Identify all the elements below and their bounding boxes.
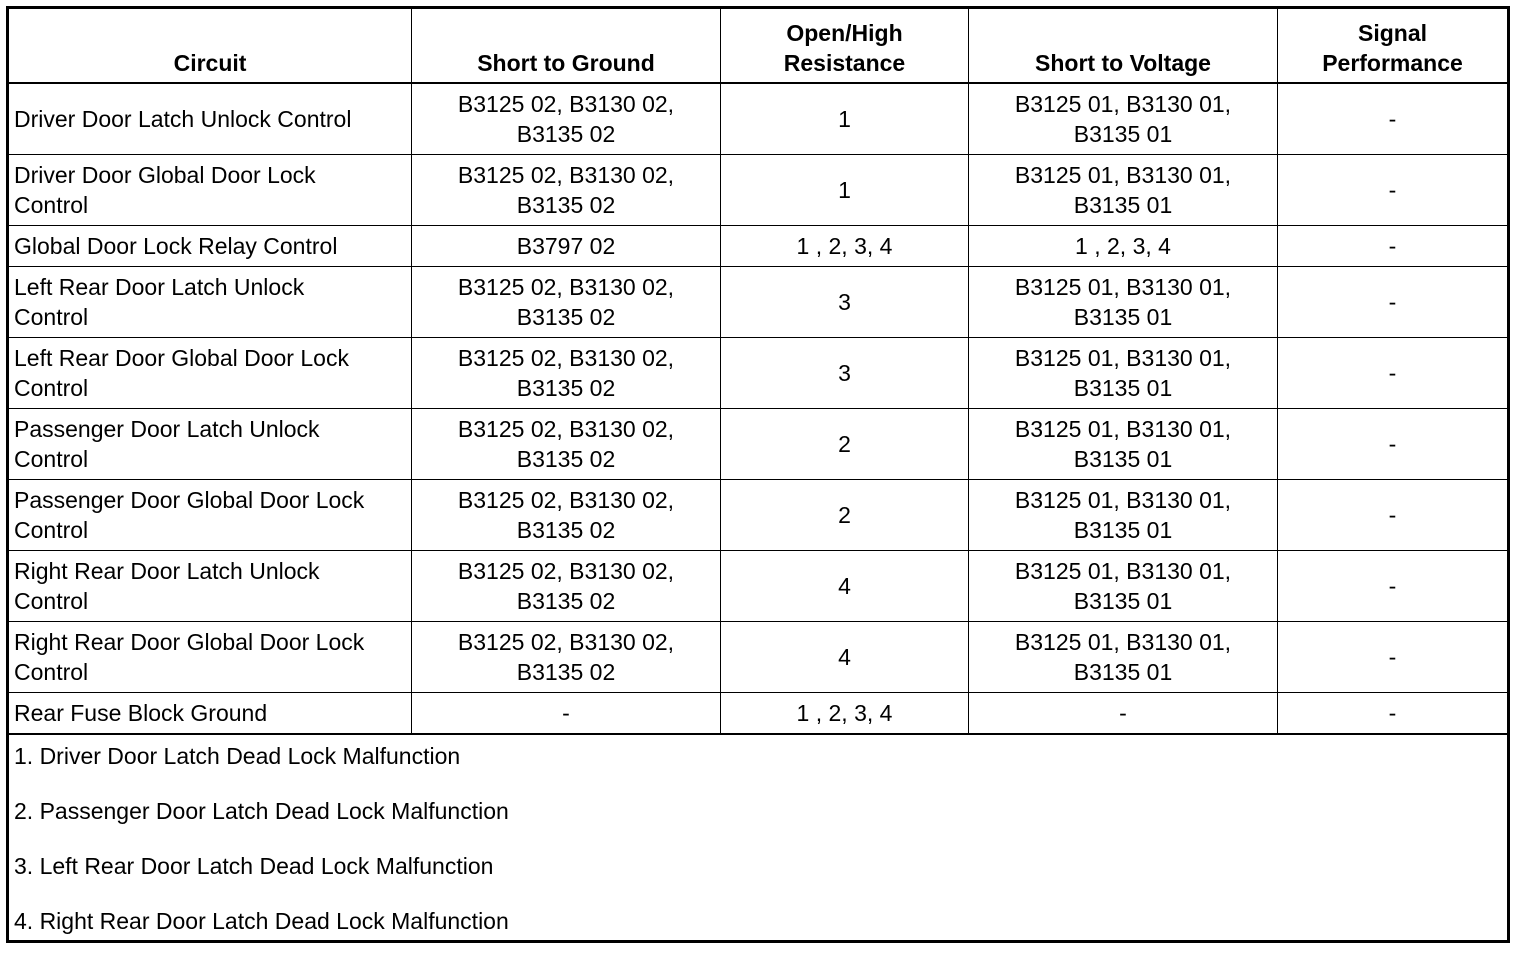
- cell-line: B3125 01, B3130 01,: [1014, 345, 1232, 371]
- cell-line: Left Rear Door Latch Unlock: [14, 274, 305, 300]
- cell-line: B3125 02, B3130 02,: [457, 629, 675, 655]
- cell-circuit: [8, 409, 412, 480]
- header-open-high-resistance: [721, 8, 969, 84]
- cell-line: 1 , 2, 3, 4: [1075, 233, 1171, 259]
- cell-short-to-voltage: [969, 693, 1278, 735]
- cell-line: Control: [14, 375, 89, 401]
- cell-signal-performance: -: [1278, 226, 1509, 267]
- header-line: Circuit: [173, 50, 247, 76]
- header-line: Short to Ground: [477, 50, 655, 76]
- cell-line: Passenger Door Latch Unlock: [14, 416, 320, 442]
- cell-line: B3135 01: [1073, 446, 1173, 472]
- table-row: [8, 480, 1509, 551]
- header-line: Signal: [1357, 20, 1427, 46]
- cell-open-high-resistance: 2: [721, 409, 969, 480]
- note-item: 4. Right Rear Door Latch Dead Lock Malfunction: [14, 908, 509, 934]
- cell-short-to-voltage: [969, 155, 1278, 226]
- cell-open-high-resistance: 3: [721, 338, 969, 409]
- cell-line: Driver Door Latch Unlock Control: [14, 106, 352, 132]
- cell-signal-performance: -: [1278, 267, 1509, 338]
- cell-open-high-resistance: 3: [721, 267, 969, 338]
- cell-short-to-ground: [412, 693, 721, 735]
- note-item: 3. Left Rear Door Latch Dead Lock Malfunction: [14, 853, 494, 879]
- cell-circuit: [8, 551, 412, 622]
- cell-short-to-ground: [412, 622, 721, 693]
- cell-line: B3135 02: [516, 192, 616, 218]
- cell-line: Control: [14, 588, 89, 614]
- table-row: [8, 267, 1509, 338]
- cell-line: Control: [14, 304, 89, 330]
- cell-line: -: [1119, 700, 1127, 726]
- table-row: [8, 622, 1509, 693]
- cell-circuit: [8, 155, 412, 226]
- cell-short-to-voltage: [969, 551, 1278, 622]
- cell-line: Left Rear Door Global Door Lock: [14, 345, 349, 371]
- notes-cell: [8, 734, 1509, 942]
- cell-line: B3125 02, B3130 02,: [457, 345, 675, 371]
- cell-line: B3135 01: [1073, 659, 1173, 685]
- header-short-to-ground: [412, 8, 721, 84]
- cell-line: B3135 01: [1073, 375, 1173, 401]
- cell-signal-performance: -: [1278, 480, 1509, 551]
- cell-short-to-ground: [412, 338, 721, 409]
- cell-open-high-resistance: 1 , 2, 3, 4: [721, 226, 969, 267]
- cell-line: B3797 02: [516, 233, 616, 259]
- cell-line: Passenger Door Global Door Lock: [14, 487, 365, 513]
- cell-signal-performance: -: [1278, 83, 1509, 155]
- cell-line: B3125 01, B3130 01,: [1014, 274, 1232, 300]
- header-row: [8, 8, 1509, 84]
- cell-circuit: [8, 338, 412, 409]
- cell-open-high-resistance: 1 , 2, 3, 4: [721, 693, 969, 735]
- table-row: [8, 693, 1509, 735]
- cell-line: B3125 01, B3130 01,: [1014, 416, 1232, 442]
- cell-line: B3135 02: [516, 659, 616, 685]
- table-row: [8, 155, 1509, 226]
- cell-line: B3125 02, B3130 02,: [457, 487, 675, 513]
- cell-line: B3135 02: [516, 446, 616, 472]
- cell-line: B3135 01: [1073, 121, 1173, 147]
- cell-line: B3135 02: [516, 121, 616, 147]
- table-row: [8, 409, 1509, 480]
- cell-line: B3135 01: [1073, 588, 1173, 614]
- cell-short-to-voltage: [969, 622, 1278, 693]
- cell-line: B3135 02: [516, 375, 616, 401]
- cell-short-to-ground: [412, 226, 721, 267]
- cell-circuit: [8, 267, 412, 338]
- cell-line: B3135 02: [516, 588, 616, 614]
- cell-short-to-voltage: [969, 409, 1278, 480]
- cell-line: B3125 02, B3130 02,: [457, 558, 675, 584]
- cell-line: B3125 02, B3130 02,: [457, 91, 675, 117]
- cell-line: B3125 01, B3130 01,: [1014, 162, 1232, 188]
- header-line: Open/High: [786, 20, 903, 46]
- table-header: [8, 8, 1509, 84]
- cell-short-to-ground: [412, 409, 721, 480]
- header-signal-performance: [1278, 8, 1509, 84]
- cell-line: B3125 01, B3130 01,: [1014, 558, 1232, 584]
- cell-line: B3135 02: [516, 517, 616, 543]
- cell-line: Rear Fuse Block Ground: [14, 700, 268, 726]
- cell-circuit: [8, 622, 412, 693]
- cell-line: B3135 02: [516, 304, 616, 330]
- cell-circuit: [8, 83, 412, 155]
- cell-open-high-resistance: 2: [721, 480, 969, 551]
- table-row: [8, 338, 1509, 409]
- cell-short-to-ground: [412, 267, 721, 338]
- cell-line: Global Door Lock Relay Control: [14, 233, 338, 259]
- cell-circuit: [8, 480, 412, 551]
- cell-signal-performance: -: [1278, 551, 1509, 622]
- cell-open-high-resistance: 4: [721, 551, 969, 622]
- cell-circuit: [8, 226, 412, 267]
- cell-short-to-ground: [412, 83, 721, 155]
- cell-signal-performance: -: [1278, 693, 1509, 735]
- cell-open-high-resistance: 1: [721, 83, 969, 155]
- cell-line: B3135 01: [1073, 192, 1173, 218]
- table-row: [8, 83, 1509, 155]
- cell-line: -: [562, 700, 570, 726]
- notes-section: [8, 734, 1509, 942]
- cell-line: B3125 02, B3130 02,: [457, 162, 675, 188]
- cell-line: B3135 01: [1073, 304, 1173, 330]
- cell-short-to-voltage: [969, 83, 1278, 155]
- cell-line: B3125 01, B3130 01,: [1014, 91, 1232, 117]
- cell-line: Control: [14, 659, 89, 685]
- cell-line: B3125 01, B3130 01,: [1014, 487, 1232, 513]
- header-line: Performance: [1322, 50, 1463, 76]
- cell-open-high-resistance: 1: [721, 155, 969, 226]
- cell-line: Right Rear Door Global Door Lock: [14, 629, 365, 655]
- table-row: [8, 226, 1509, 267]
- header-circuit: [8, 8, 412, 84]
- notes-row: [8, 734, 1509, 942]
- cell-line: B3125 01, B3130 01,: [1014, 629, 1232, 655]
- cell-signal-performance: -: [1278, 409, 1509, 480]
- header-line: Resistance: [783, 50, 906, 76]
- note-item: 1. Driver Door Latch Dead Lock Malfunction: [14, 743, 461, 769]
- cell-line: B3125 02, B3130 02,: [457, 274, 675, 300]
- cell-line: Control: [14, 446, 89, 472]
- cell-short-to-ground: [412, 480, 721, 551]
- cell-line: Control: [14, 192, 89, 218]
- cell-line: Driver Door Global Door Lock: [14, 162, 316, 188]
- cell-short-to-voltage: [969, 267, 1278, 338]
- cell-short-to-voltage: [969, 480, 1278, 551]
- cell-signal-performance: -: [1278, 622, 1509, 693]
- cell-signal-performance: -: [1278, 338, 1509, 409]
- cell-circuit: [8, 693, 412, 735]
- cell-open-high-resistance: 4: [721, 622, 969, 693]
- cell-line: B3135 01: [1073, 517, 1173, 543]
- cell-short-to-ground: [412, 155, 721, 226]
- table-row: [8, 551, 1509, 622]
- header-short-to-voltage: [969, 8, 1278, 84]
- cell-line: Control: [14, 517, 89, 543]
- diagnostic-table: [6, 6, 1510, 943]
- cell-short-to-voltage: [969, 226, 1278, 267]
- cell-line: Right Rear Door Latch Unlock: [14, 558, 320, 584]
- cell-short-to-voltage: [969, 338, 1278, 409]
- cell-short-to-ground: [412, 551, 721, 622]
- cell-signal-performance: -: [1278, 155, 1509, 226]
- note-item: 2. Passenger Door Latch Dead Lock Malfunction: [14, 798, 509, 824]
- table-body: [8, 83, 1509, 734]
- header-line: Short to Voltage: [1035, 50, 1211, 76]
- cell-line: B3125 02, B3130 02,: [457, 416, 675, 442]
